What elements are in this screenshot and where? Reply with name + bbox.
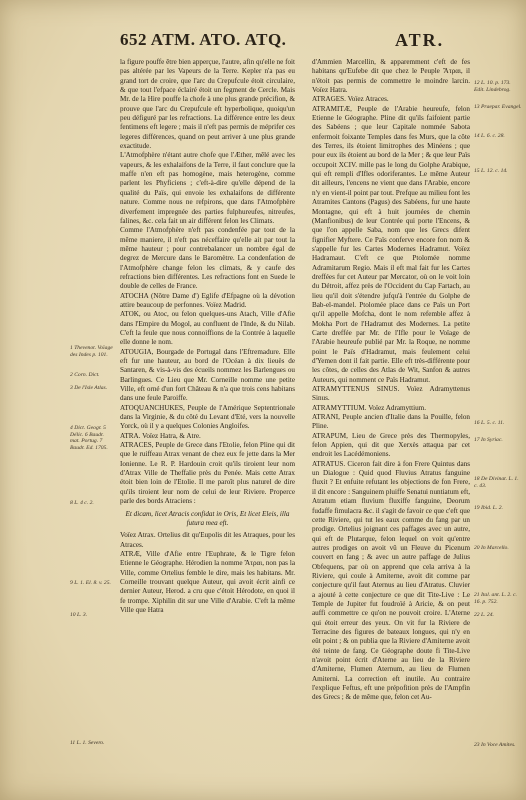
margin-note: 4 Dict. Geogr. 5 Délic. 6 Baudr. mat. Portug. 7 Baudr. Ed. 1705. bbox=[70, 425, 108, 451]
entry-atocha: ATOCHA (Nôtre Dame d') Eglife d'Efpagne où la dévotion attire beaucoup de perfonnes. Voïez Madrid. bbox=[120, 291, 295, 309]
entry-atramyttenus-sinus: ATRAMYTTENUS SINUS. Voïez Adramyttenus Sinus. bbox=[312, 385, 470, 403]
margin-note: 16 L. 5. c. 11. bbox=[474, 420, 505, 426]
margin-note: 2 Corn. Dict. bbox=[70, 372, 100, 378]
margin-note: 21 Ital. ant. L. 2. c. 16. p. 752. bbox=[474, 592, 517, 605]
paragraph: Voïez Atrax. Ortelius dit qu'Eupolis dit les Atraques, pour les Atraces. bbox=[120, 531, 295, 549]
entry-atratus: ATRATUS. Ciceron fait dire à fon Frere Quintus dans un Dialogue : Quid quod Fluvius Atratus fanguine fluxit ? Et enfuite refutant les objections de fon Frere, il dit encore : Sanguinem pluiffe Senatui nuntiatum eft, Atratum etiam fluvium fluxiffe fanguine, Deorum fudaffe fimulacra &c. il s'agit de favoir ce que c'eft que cette Riviere, qui tut les eaux comme du fang par un prodige. Ortelius joignant ces paffages avec un autre, qui eft de Plutarque, felon lequel on voit qu'entre autres prodiges on avoit vû un Fleuve du Picenum couvert en fang ; & avec un autre paffage de Julius Obfequens, par où on apprend que cela arriva à la Riviere, qui coule à Amiterne, avoit dit comme par conjecture qu'il faut Aternus au lieu d'Atratus. Cluvier a ajouté à cette conjecture ce que dit Tite-Live : Le Temple de Jupiter fut foudroïé à Aricie, & on peut auffi commettre ce qu'on ne pouvoit croire. L'Aterne qui étoit erreur des yeux. On vit fur la Riviere de Terracine des figures de bateaux longues, qui n'y en eût point ; & on publia que la Riviere d'Amiterne avoit été teinte de fang. Ce Géographe doute fi Tite-Live n'avoit point écrit d'Aterne au lieu de la Riviere d'Amiterne, Flumen Aternum, au lieu de Flumen Amiterni. La correction eft inutile. Au contraire l'explique Feftus, eft une prépofition près de l'Ampfin des Grecs ; & de même que, felon cet Au- bbox=[312, 459, 470, 702]
entry-atrapum: ATRAPUM, Lieu de Grece près des Thermopyles, felon Appien, qui dit que Xerxès attaqua par cet endroit les Lacédémoniens. bbox=[312, 431, 470, 459]
entry-atramyttium: ATRAMYTTIUM. Voïez Adramyttium. bbox=[312, 403, 426, 412]
entry-atrages: ATRAGES. Voïez Atraces. bbox=[312, 95, 389, 104]
entry-atoquanchukes: ATOQUANCHUKES, Peuple de l'Amérique Septentrionale dans la Virginie, & du côté du Levant d'Eté, vers la nouvelle Yorck, où il y a quelques Colonies Angloifes. bbox=[120, 403, 295, 431]
paragraph: L'Atmofphère n'étant autre chofe que l'Æther, mêlé avec les vapeurs, & les exhalaifons de la Terre, il faut conclure que la maffe n'en eft pas homogène, mais heterogène, comme parlent les Phyficiens ; c'eft-à-dire qu'elle dépend de la qualité du Païs, qui envoie les exhalaifons de différente nature. Comme nous ne refpirons, que dans l'Atmofphère diverfement impregnée des parties fulphureufes, nitreufes, falines, &c. cela fait un air différent felon les Climats. bbox=[120, 151, 295, 225]
entry-atramitae: ATRAMITÆ, Peuple de l'Arabie heureufe, felon Etienne le Géographe. Pline dit qu'ils faifoient partie des Sabéens ; que leur Capitale nommée Sabota enfermoit foixante Temples dans fes Murs, que la côte des Terres, ils étoient limitrophes des Minéens ; que pour eux ils étoient au bord de la Mer ; & que leur Païs occupoit XCIV. mille pas le long du Golphe Arabique, qui eft rempli d'Ifles odoriferantes. Le même Auteur dit ailleurs, l'encens ne vient que dans l'Arabie, encore n'y en vient-il point par tout. Prefque au milieu font les Atramites Cantons (Pagus) des Sabéens, fur une haute Montagne, qui eft à huit journées de chemin (Manfionibus) de leur Contrée qui porte l'Encens, & que l'on appelle Saba, nom que les Grecs difent fignifier Myftere. Ce Païs conferve encore fon nom & s'appelle fur les Cartes Modernes Hadramut. Voïez Hadramaut. C'eft ce que Ptolomée nomme Adramitarum Regio. Mais il eft mal fait fur les Cartes dreffées fur cet Auteur par Mercator, où on le voit loin du Détroit, affez près de l'Occident du Cap Fartach, au lieu qu'il doit s'étendre jufqu'à l'entrée du Golphe de Bab-el-mandel. Ptolomée place dans ce Païs un Port qu'il appelle Mofcha, dont le nom refemble affez à Mokha Port de l'Hadramut des Modernes. La petite Carte dreffée par Mr. de l'Ifle pour le Voïage de l'Arabie heureufe publié par Mr. la Roque, ne nomme point le Païs d'Hadramut, mais feulement celui d'Yemen dont il fait partie. Elle eft très-différente pour les côtes, de celles des Atlas de Wit, Sanfon & autres Auteurs, qui nomment ce Païs Hadramut. bbox=[312, 104, 470, 384]
entry-atrae: ATRÆ, Ville d'Afie entre l'Euphrate, & le Tigre felon Etienne le Géographe. Hérodien la nomme Ἄτραι, non pas la Ville, comme Ortelius femble le dire, mais les habitans. Mr. Corneille trouvant quelque Auteur, qui avoit écrit ainfi ce dernier Auteur, Herod. a cru que c'étoit Hérodote, en quoi il fe trompe. Xiphilin dit sur une Ville d'Arabie. C'eft la même Ville que Hatra bbox=[120, 549, 295, 614]
margin-note: 13 Praepar. Evangel. bbox=[474, 104, 522, 110]
margin-note: 10 L. 3. bbox=[70, 612, 88, 618]
margin-note: 22 L. 24. bbox=[474, 612, 494, 618]
margin-note: 9 L. 1. El. 8. v. 25. bbox=[70, 580, 111, 586]
margin-note: 18 De Divinat. L. 1. c. 43. bbox=[474, 476, 519, 489]
margin-note: 23 In Voce Amites. bbox=[474, 742, 516, 748]
entry-atraces: ATRACES, Peuple de Grece dans l'Etolie, felon Pline qui dit que le ruiffeau Atrax venant de chez eux fe jette dans la Mer Ionienne. Le R. P. Hardouin croit qu'ils tiroient leur nom d'Atrax Ville de Theffalie près du Penée. Mais cette Atrax étoit bien loin de l'Etolie. Il me paroît plus naturel de dire qu'ils tiroient leur nom de celui de leur Riviere. Properce parle des bords Atraciens : bbox=[120, 441, 295, 506]
margin-note: 17 In Syriac. bbox=[474, 437, 503, 443]
right-column bbox=[312, 58, 470, 783]
entry-atra: ATRA. Voïez Hatra, & Atre. bbox=[120, 431, 201, 440]
margin-note: 3 De l'Isle Atlas. bbox=[70, 385, 108, 391]
margin-note: 1 Thevenot. Voïage des Indes p. 101. bbox=[70, 345, 113, 358]
paragraph: d'Ammien Marcellin, & apparemment c'eft de fes habitans qu'Eufebe dit que chez le Peuple Ἄτραι, il n'étoit pas permis de commettre le moindre larcin. Voïez Hatra. bbox=[312, 58, 470, 95]
margin-note: 12 L. 10. p. 173. Edit. Lindebrog. bbox=[474, 80, 511, 93]
margin-note: 15 L. 12. c. 14. bbox=[474, 168, 508, 174]
header-right: ATR. bbox=[395, 30, 445, 50]
latin-quotation: Et dicam, licet Atracis confidat in Oris, Et licet Eleis, illa futura mea eft. bbox=[125, 509, 290, 527]
margin-note: 11 L. 1. Severo. bbox=[70, 740, 105, 746]
paragraph: Comme l'Atmofphère n'eft pas condenfée par tout de la même maniere, il n'eft pas néceffaire qu'elle ait par tout la même hauteur ; pour contrebalancer un nombre égal de degrez de Mercure dans le Baromètre. La condenfation de l'Atmofphère change felon les climats, & y caufe des refractions bien différentes. Les refractions font en Suede le double de celles de France. bbox=[120, 226, 295, 291]
entry-atrani: ATRANI, Peuple ancien d'Italie dans la Pouille, felon Pline. bbox=[312, 413, 470, 431]
header-left: 652 ATM. ATO. ATQ. bbox=[120, 30, 287, 49]
margin-note: 8 L. 4 c. 2. bbox=[70, 500, 94, 506]
margin-note: 20 In Marcello. bbox=[474, 545, 509, 551]
entry-atok: ATOK, ou Atoc, ou felon quelques-uns Atach, Ville d'Afie dans l'Empire du Mogol, au confluent de l'Inde, & du Nilab. C'eft la feule que nous connoiffions de la Contrée à laquelle elle donne le nom. bbox=[120, 310, 295, 347]
margin-note: 14 L. 6. c. 28. bbox=[474, 133, 505, 139]
left-column bbox=[120, 58, 295, 783]
running-header bbox=[0, 30, 526, 56]
entry-atougia: ATOUGIA, Bourgade de Portugal dans l'Eftremadure. Elle eft fur une hauteur, au bord de l'Océan à dix lieuës de Santaren, & vis-à-vis des écueils nommez les Barlengues ou Barlingues. Ce Lieu que Mr. Corneille nomme une petite Ville, eft orné d'un fort Château & n'a que trois cens habitans dans une feule Paroiffe. bbox=[120, 347, 295, 403]
paragraph: la figure pouffe être bien apperçue, l'autre, afin qu'elle ne foit pas altérée par les Vapeurs de la Terre. Kepler n'a pas eu grand tort de croire, que l'arc du Crepufcule étoit circulaire, & que tout l'efpace éclairé étoit un fegment de Cercle. Mais Mr. de la Hire pouffe la chofe à une plus grande précifion, & prouve que l'arc du Crepufcule eft hyperbolique, quoiqu'un peu défiguré par les refractions. La différence entre les deux fentimens eft legere ; mais il n'eft pas permis de méprifer ces legeres différences, quand on peut arriver à une plus grande exactitude. bbox=[120, 58, 295, 151]
margin-note: 19 Ibid. L. 2. bbox=[474, 505, 503, 511]
